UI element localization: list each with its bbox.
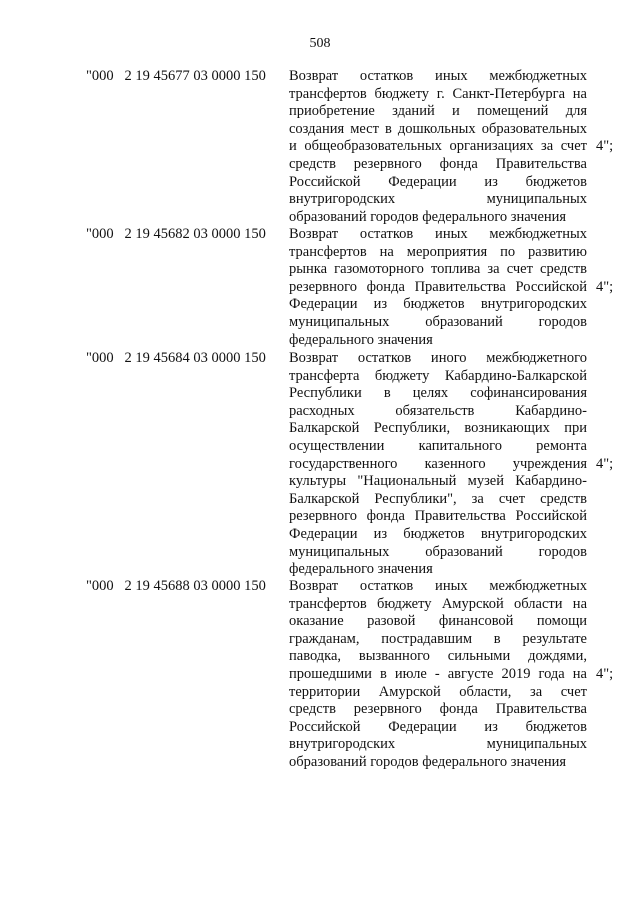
description-line: трансфертов бюджету Амурской области на [289, 595, 587, 612]
income-description [289, 350, 587, 579]
description-line: Федерации из бюджетов внутригородских [289, 525, 587, 542]
description-line: Федерации из бюджетов внутригородских [289, 296, 587, 313]
description-line: создания мест в дошкольных образовательных [289, 120, 587, 137]
description-line: расходных обязательств Кабардино- [289, 402, 587, 419]
description-line: муниципальных образований городов [289, 313, 587, 330]
amount-value: 4"; [596, 278, 614, 295]
description-line: Российской Федерации из бюджетов [289, 173, 587, 190]
description-line: государственного казенного учреждения [289, 455, 587, 472]
description-line: Республики в целях софинансирования [289, 385, 587, 402]
income-description [289, 578, 587, 772]
description-line: трансфертов бюджету г. Санкт-Петербурга на [289, 85, 587, 102]
description-line: образований городов федерального значения [289, 753, 567, 770]
description-line: и общеобразовательных организациях за счет [289, 138, 587, 155]
budget-code: "000 2 19 45677 03 0000 150 [86, 68, 266, 84]
description-line: гражданам, пострадавшим в результате [289, 630, 587, 647]
description-line: федерального значения [289, 331, 433, 348]
description-line: Балкарской Республики, возникающих при [289, 420, 587, 437]
description-line: Возврат остатков иных межбюджетных [289, 226, 587, 242]
description-line: трансфертов на мероприятия по развитию [289, 243, 587, 260]
description-line: Возврат остатков иных межбюджетных [289, 68, 587, 84]
description-line: оказание разовой финансовой помощи [289, 613, 587, 630]
description-line: резервного фонда Правительства Российской [289, 508, 587, 525]
amount-value: 4"; [596, 666, 614, 682]
description-line: внутригородских муниципальных [289, 736, 587, 753]
description-line: образований городов федерального значения [289, 208, 567, 225]
description-line: федерального значения [289, 561, 433, 578]
description-line: культуры "Национальный музей Кабардино- [289, 473, 587, 490]
description-line: прошедшими в июле - августе 2019 года на [289, 665, 587, 682]
description-line: Балкарской Республики", за счет средств [289, 490, 587, 507]
description-line: территории Амурской области, за счет [289, 683, 587, 700]
description-line: средств резервного фонда Правительства [289, 701, 587, 718]
description-line: рынка газомоторного топлива за счет средств [289, 261, 587, 278]
description-line: приобретение зданий и помещений для [289, 103, 587, 120]
description-line: муниципальных образований городов [289, 543, 587, 560]
budget-code: "000 2 19 45682 03 0000 150 [86, 226, 266, 242]
budget-code: "000 2 19 45684 03 0000 150 [86, 350, 266, 366]
description-line: трансферта бюджету Кабардино-Балкарской [289, 367, 587, 384]
page-number: 508 [309, 36, 331, 51]
amount-value: 4"; [596, 138, 614, 155]
income-description [289, 226, 587, 349]
description-line: Российской Федерации из бюджетов [289, 718, 587, 735]
description-line: паводка, вызванного сильными дождями, [289, 648, 587, 665]
description-line: Возврат остатков иного межбюджетного [289, 350, 587, 366]
budget-code: "000 2 19 45688 03 0000 150 [86, 578, 266, 594]
description-line: резервного фонда Правительства Российской [289, 278, 587, 295]
income-description [289, 68, 587, 226]
description-line: внутригородских муниципальных [289, 191, 587, 208]
description-line: осуществлении капитального ремонта [289, 437, 587, 454]
description-line: средств резервного фонда Правительства [289, 155, 587, 172]
amount-value: 4"; [596, 455, 614, 472]
description-line: Возврат остатков иных межбюджетных [289, 578, 587, 594]
